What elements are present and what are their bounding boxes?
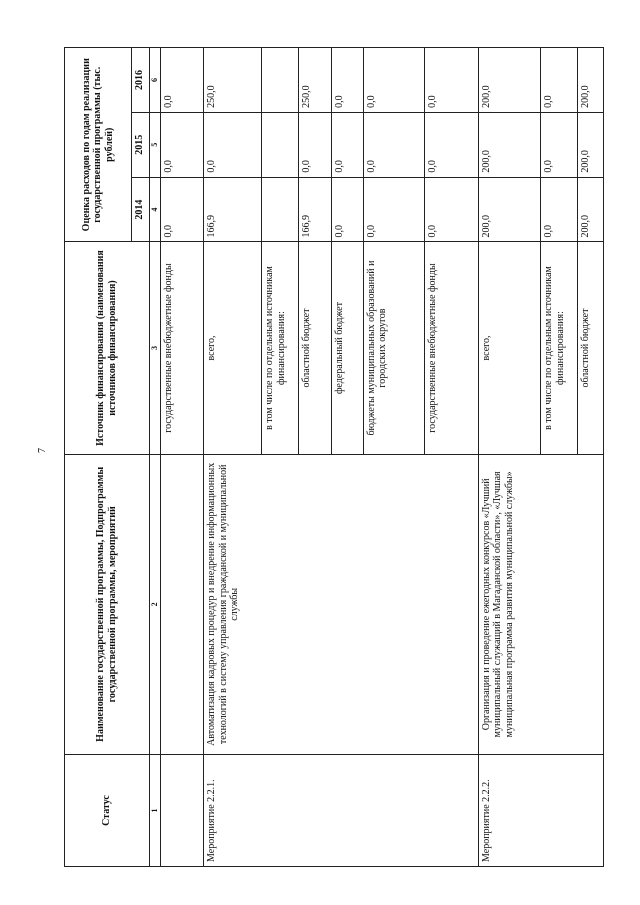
value-cell: 250,0 bbox=[299, 48, 331, 113]
budget-table bbox=[64, 47, 604, 867]
source-cell: областной бюджет bbox=[299, 242, 331, 454]
value-cell: 0,0 bbox=[363, 48, 424, 113]
header-source: Источник финансирования (наименования источников финансирования) bbox=[65, 242, 150, 454]
value-cell: 166,9 bbox=[204, 177, 262, 242]
value-cell: 0,0 bbox=[541, 48, 578, 113]
value-cell: 0,0 bbox=[160, 112, 203, 177]
year-2015: 2015 bbox=[132, 112, 150, 177]
measure-status: Мероприятие 2.2.1. bbox=[204, 755, 478, 867]
value-cell: 0,0 bbox=[424, 177, 478, 242]
value-cell: 0,0 bbox=[541, 177, 578, 242]
source-cell: в том числе по отдельным источникам финансирования: bbox=[262, 242, 299, 454]
value-cell: 0,0 bbox=[331, 48, 363, 113]
value-cell: 0,0 bbox=[363, 177, 424, 242]
value-cell: 0,0 bbox=[204, 112, 262, 177]
value-cell: 200,0 bbox=[478, 112, 541, 177]
value-cell: 0,0 bbox=[331, 177, 363, 242]
year-2014: 2014 bbox=[132, 177, 150, 242]
source-cell: в том числе по отдельным источникам финансирования: bbox=[541, 242, 578, 454]
header-estimate: Оценка расходов по годам реализации государственной программы (тыс. рублей) bbox=[65, 48, 132, 242]
value-cell bbox=[262, 177, 299, 242]
value-cell: 200,0 bbox=[577, 48, 603, 113]
value-cell: 166,9 bbox=[299, 177, 331, 242]
value-cell: 0,0 bbox=[363, 112, 424, 177]
value-cell: 0,0 bbox=[424, 112, 478, 177]
value-cell: 0,0 bbox=[424, 48, 478, 113]
value-cell: 200,0 bbox=[478, 48, 541, 113]
header-name: Наименование государственной программы, Подпрограммы государственной программы, мероприятий bbox=[65, 454, 150, 754]
value-cell: 0,0 bbox=[331, 112, 363, 177]
value-cell: 0,0 bbox=[541, 112, 578, 177]
source-cell: государственные внебюджетные фонды bbox=[160, 242, 203, 454]
value-cell: 200,0 bbox=[577, 112, 603, 177]
header-status: Статус bbox=[65, 755, 150, 867]
value-cell: 0,0 bbox=[160, 48, 203, 113]
col-number: 5 bbox=[149, 112, 160, 177]
year-2016: 2016 bbox=[132, 48, 150, 113]
source-cell: бюджеты муниципальных образований и городских округов bbox=[363, 242, 424, 454]
value-cell: 0,0 bbox=[160, 177, 203, 242]
source-cell: областной бюджет bbox=[577, 242, 603, 454]
col-number: 3 bbox=[149, 242, 160, 454]
page-number: 7 bbox=[37, 448, 48, 453]
source-cell: всего, bbox=[478, 242, 541, 454]
source-cell: всего, bbox=[204, 242, 262, 454]
col-number: 1 bbox=[149, 755, 160, 867]
value-cell: 200,0 bbox=[478, 177, 541, 242]
source-cell: федеральный бюджет bbox=[331, 242, 363, 454]
value-cell bbox=[262, 112, 299, 177]
value-cell: 0,0 bbox=[299, 112, 331, 177]
measure-name: Организация и проведение ежегодных конкурсов «Лучший муниципальный служащий в Магаданской области», «Лучшая муниципальная программа развития муниципальной службы» bbox=[478, 454, 603, 754]
measure-name: Автоматизация кадровых процедур и внедрение информационных технологий в систему управления гражданской и муниципальной службы bbox=[204, 454, 478, 754]
col-number: 6 bbox=[149, 48, 160, 113]
value-cell: 200,0 bbox=[577, 177, 603, 242]
value-cell: 250,0 bbox=[204, 48, 262, 113]
value-cell bbox=[262, 48, 299, 113]
col-number: 4 bbox=[149, 177, 160, 242]
measure-status: Мероприятие 2.2.2. bbox=[478, 755, 603, 867]
col-number: 2 bbox=[149, 454, 160, 754]
rotated-table-container bbox=[64, 47, 604, 867]
source-cell: государственные внебюджетные фонды bbox=[424, 242, 478, 454]
